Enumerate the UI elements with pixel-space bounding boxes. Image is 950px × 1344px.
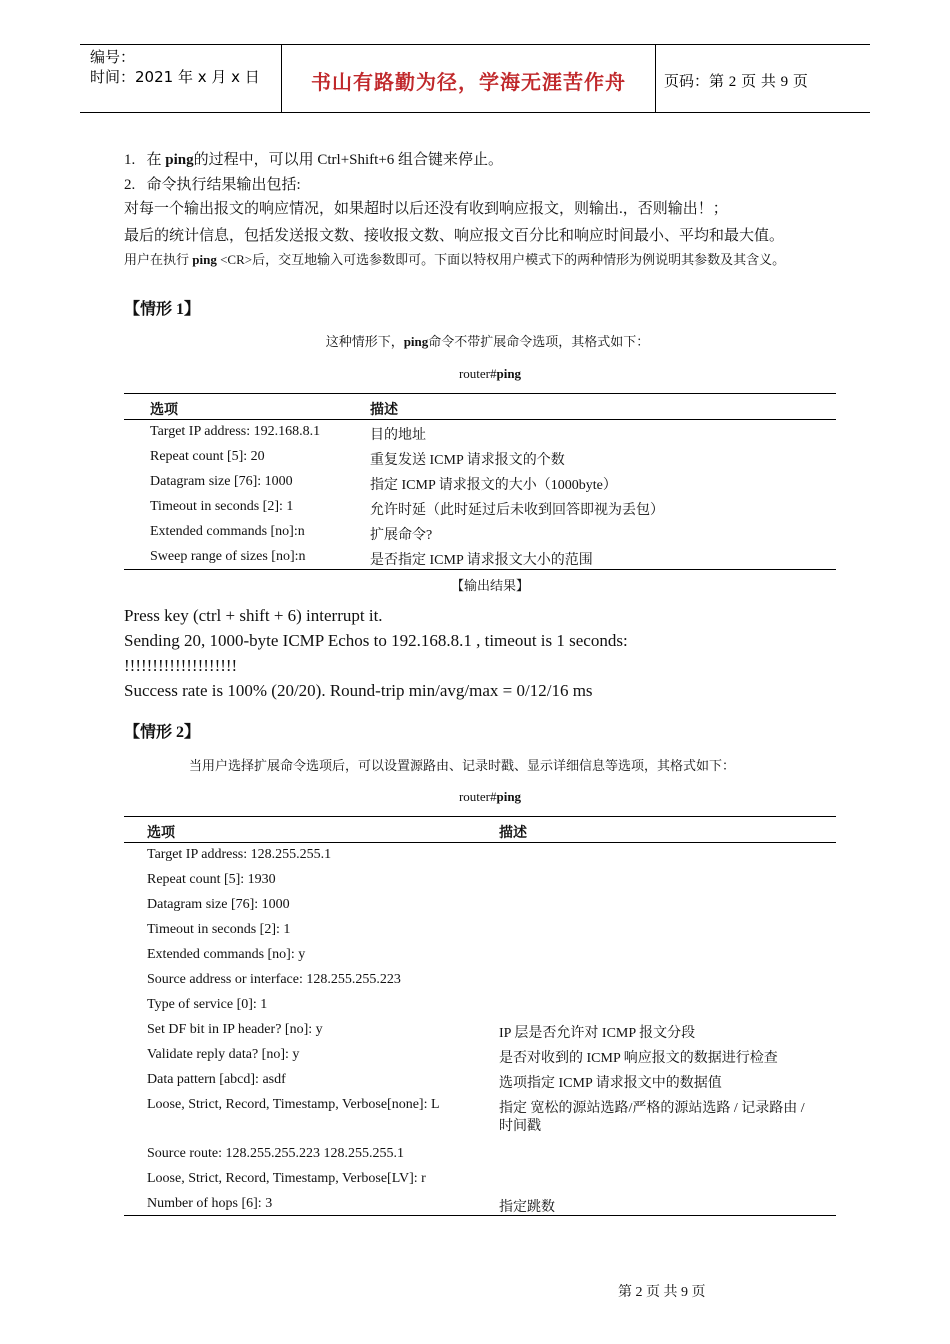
header-meta [90, 47, 260, 87]
table-cell-option: Repeat count [5]: 20 [150, 449, 265, 464]
output-line: !!!!!!!!!!!!!!!!!!!! [124, 656, 238, 675]
list-number: 1. [124, 152, 136, 168]
intro-text: 用户在执行 [124, 252, 190, 267]
column-header-description: 描述 [499, 825, 527, 841]
column-header-option: 选项 [147, 825, 175, 841]
table-cell-option: Source route: 128.255.255.223 128.255.255.1 [147, 1146, 405, 1161]
intro-text: 的过程中，可以用 Ctrl+Shift+6 组合键来停止。 [193, 152, 504, 168]
doc-time-label: 时间：2021 年 x 月 x 日 [90, 68, 260, 86]
table-cell-description: IP 层是否允许对 ICMP 报文分段 [499, 1026, 696, 1041]
command-keyword: ping [496, 789, 522, 804]
case2-description: 当用户选择扩展命令选项后，可以设置源路由、记录时戳、显示详细信息等选项，其格式如下： [189, 758, 736, 773]
table-rule [124, 1215, 836, 1216]
table-cell-description: 重复发送 ICMP 请求报文的个数 [370, 453, 565, 468]
intro-text: 在 [146, 152, 162, 168]
case2-command [0, 789, 950, 805]
table-cell-option: Timeout in seconds [2]: 1 [150, 499, 294, 514]
case1-command [0, 366, 950, 382]
table-cell-description: 允许时延（此时延过后未收到回答即视为丢包） [370, 503, 664, 518]
header-bottom-rule [80, 112, 870, 113]
table-cell-option: Validate reply data? [no]: y [147, 1047, 300, 1062]
table-cell-option: Number of hops [6]: 3 [147, 1196, 273, 1211]
table-rule [124, 842, 836, 843]
intro-line-3: 对每一个输出报文的响应情况，如果超时以后还没有收到响应报文，则输出.，否则输出！； [124, 201, 728, 217]
table-cell-option: Repeat count [5]: 1930 [147, 872, 276, 887]
desc-text: 这种情形下， [325, 334, 404, 349]
intro-line-4: 最后的统计信息，包括发送报文数、接收报文数、响应报文百分比和响应时间最小、平均和最大值。 [124, 228, 785, 244]
case1-heading: 【情形 1】 [124, 301, 201, 318]
table-cell-description: 是否对收到的 ICMP 响应报文的数据进行检查 [499, 1051, 778, 1066]
header-motto: 书山有路勤为径，学海无涯苦作舟 [311, 70, 626, 94]
table-cell-option: Target IP address: 128.255.255.1 [147, 847, 332, 862]
table-cell-option: Data pattern [abcd]: asdf [147, 1072, 286, 1087]
command-prompt: router# [458, 789, 497, 804]
output-line: Success rate is 100% (20/20). Round-trip min/avg/max = 0/12/16 ms [124, 681, 593, 700]
output-line: Sending 20, 1000-byte ICMP Echos to 192.168.8.1 , timeout is 1 seconds: [124, 631, 628, 650]
column-header-option: 选项 [150, 402, 178, 418]
table-cell-option: Datagram size [76]: 1000 [147, 897, 290, 912]
table-rule [124, 419, 836, 420]
doc-number-label: 编号： [90, 48, 136, 66]
command-prompt: router# [458, 366, 497, 381]
table-cell-description: 指定 ICMP 请求报文的大小（1000byte） [370, 478, 617, 493]
table-cell-option: Timeout in seconds [2]: 1 [147, 922, 291, 937]
list-number: 2. [124, 177, 136, 193]
intro-text: 命令执行结果输出包括: [146, 177, 301, 193]
table-cell-description: 目的地址 [370, 428, 426, 443]
case1-description [0, 331, 950, 350]
table-cell-description: 选项指定 ICMP 请求报文中的数据值 [499, 1076, 722, 1091]
page-footer: 第 2 页 共 9 页 [618, 1285, 706, 1300]
table-cell-option: Extended commands [no]:n [150, 524, 305, 539]
table-cell-description: 是否指定 ICMP 请求报文大小的范围 [370, 553, 593, 568]
command-keyword: ping [496, 366, 522, 381]
table-cell-description: 时间戳 [499, 1119, 541, 1134]
table-cell-option: Set DF bit in IP header? [no]: y [147, 1022, 323, 1037]
header-divider [655, 44, 656, 113]
table-rule [124, 393, 836, 394]
table-rule [124, 816, 836, 817]
table-cell-option: Datagram size [76]: 1000 [150, 474, 293, 489]
page-mid: 页 共 [741, 72, 776, 90]
command-keyword: ping [192, 252, 217, 267]
page-prefix: 页码：第 [664, 72, 725, 90]
output-result-label: 【输出结果】 [450, 578, 529, 593]
intro-line-5 [124, 250, 785, 270]
table-cell-option: Type of service [0]: 1 [147, 997, 268, 1012]
table-cell-option: Sweep range of sizes [no]:n [150, 549, 306, 564]
page-current: 2 [728, 74, 737, 90]
table-cell-description: 指定 宽松的源站选路/严格的源站选路 / 记录路由 / [499, 1101, 805, 1116]
column-header-description: 描述 [370, 402, 398, 418]
table-rule [124, 569, 836, 570]
intro-line-1 [124, 150, 503, 170]
case2-heading: 【情形 2】 [124, 724, 201, 741]
output-line: Press key (ctrl + shift + 6) interrupt it. [124, 606, 383, 625]
intro-text: <CR>后，交互地输入可选参数即可。下面以特权用户模式下的两种情形为例说明其参数及其含义。 [220, 252, 786, 267]
desc-text: 命令不带扩展命令选项，其格式如下： [428, 334, 650, 349]
page-suffix: 页 [792, 72, 808, 90]
table-cell-option: Loose, Strict, Record, Timestamp, Verbose[none]: L [147, 1097, 440, 1112]
header-top-rule [80, 44, 870, 45]
table-cell-option: Loose, Strict, Record, Timestamp, Verbose[LV]: r [147, 1171, 426, 1186]
command-keyword: ping [403, 334, 429, 349]
table-cell-description: 扩展命令? [370, 528, 433, 543]
table-cell-description: 指定跳数 [499, 1200, 555, 1215]
table-cell-option: Source address or interface: 128.255.255.223 [147, 972, 401, 987]
command-keyword: ping [165, 152, 194, 168]
table-cell-option: Target IP address: 192.168.8.1 [150, 424, 321, 439]
page-total: 9 [780, 74, 789, 90]
table-cell-option: Extended commands [no]: y [147, 947, 306, 962]
intro-line-2 [124, 175, 301, 195]
header-page-indicator [664, 70, 808, 91]
